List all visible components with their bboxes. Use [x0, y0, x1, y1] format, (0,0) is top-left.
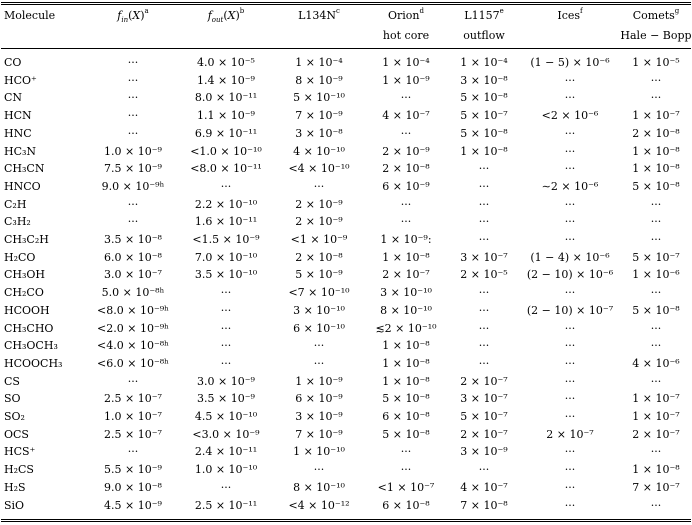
cell-molecule: HCOOH — [4, 303, 50, 317]
cell-l1157: 4 × 10⁻⁷ — [460, 480, 508, 494]
cell-ices: ··· — [564, 445, 576, 459]
cell-l134n: 8 × 10⁻⁹ — [295, 73, 343, 87]
cell-comets: 5 × 10⁻⁸ — [632, 179, 680, 193]
cell-ices: ··· — [564, 392, 576, 406]
cell-l1157: ··· — [478, 233, 490, 247]
cell-orion: 1 × 10⁻⁹: — [380, 233, 432, 247]
cell-orion: 1 × 10⁻⁸ — [382, 250, 430, 264]
cell-fout: 8.0 × 10⁻¹¹ — [194, 91, 258, 105]
cell-l134n: 4 × 10⁻¹⁰ — [293, 144, 345, 158]
table-row — [0, 231, 692, 249]
cell-orion: 6 × 10⁻⁸ — [382, 410, 430, 424]
header-rule — [1, 48, 691, 49]
table-row — [0, 426, 692, 444]
cell-molecule: CS — [4, 374, 20, 388]
cell-fout: 3.0 × 10⁻⁹ — [197, 374, 255, 388]
cell-fout: ··· — [220, 179, 232, 193]
cell-l1157: 5 × 10⁻⁸ — [460, 126, 508, 140]
bottom-rule — [1, 519, 691, 520]
cell-l1157: 3 × 10⁻⁷ — [460, 392, 508, 406]
cell-ices: ··· — [564, 126, 576, 140]
table-row — [0, 302, 692, 320]
cell-ices: ··· — [564, 73, 576, 87]
table-row — [0, 125, 692, 143]
table-row — [0, 355, 692, 373]
cell-fin: 1.0 × 10⁻⁷ — [104, 410, 162, 424]
top-rule-2 — [1, 4, 691, 5]
cell-l134n: 7 × 10⁻⁹ — [295, 427, 343, 441]
cell-molecule: CO — [4, 56, 22, 69]
cell-orion: 6 × 10⁻⁹ — [382, 179, 430, 193]
table-row — [0, 390, 692, 408]
cell-fout: 3.5 × 10⁻¹⁰ — [194, 268, 258, 282]
cell-fout: ··· — [220, 303, 232, 317]
cell-l134n: <4 × 10⁻¹⁰ — [288, 162, 350, 176]
cell-molecule: HNCO — [4, 179, 41, 193]
table-row — [0, 160, 692, 178]
cell-ices: ··· — [564, 463, 576, 477]
cell-fin: ··· — [127, 197, 139, 211]
cell-fin: 5.0 × 10⁻⁸ʰ — [101, 286, 165, 300]
cell-l134n: 8 × 10⁻¹⁰ — [293, 480, 345, 494]
cell-fout: <1.0 × 10⁻¹⁰ — [190, 144, 262, 158]
cell-l1157: ··· — [478, 162, 490, 176]
cell-orion: ≲2 × 10⁻¹⁰ — [375, 321, 437, 335]
cell-comets: 5 × 10⁻⁷ — [632, 250, 680, 264]
cell-l134n: 3 × 10⁻⁸ — [295, 126, 343, 140]
cell-l1157: ··· — [478, 321, 490, 335]
cell-l1157: ··· — [478, 463, 490, 477]
cell-ices: ··· — [564, 374, 576, 388]
cell-orion: 1 × 10⁻⁸ — [382, 374, 430, 388]
cell-l1157: 3 × 10⁻⁸ — [460, 73, 508, 87]
header-sub-comets: Hale − Bopp — [620, 29, 692, 42]
cell-molecule: H₂S — [4, 480, 26, 494]
cell-l134n: 1 × 10⁻⁴ — [295, 56, 343, 69]
table-row — [0, 213, 692, 231]
cell-ices: <2 × 10⁻⁶ — [541, 109, 599, 123]
cell-l1157: 3 × 10⁻⁷ — [460, 250, 508, 264]
cell-ices: ··· — [564, 480, 576, 494]
cell-ices: ··· — [564, 498, 576, 512]
cell-orion: ··· — [400, 215, 412, 229]
cell-fin: <4.0 × 10⁻⁸ʰ — [97, 339, 169, 353]
cell-fin: 9.0 × 10⁻⁹ʰ — [101, 179, 165, 193]
top-rule — [1, 2, 691, 3]
cell-comets: 5 × 10⁻⁸ — [632, 303, 680, 317]
header-sub-l1157: outflow — [463, 29, 505, 42]
cell-molecule: CH₃C₂H — [4, 233, 49, 247]
cell-fin: 4.5 × 10⁻⁹ — [104, 498, 162, 512]
cell-fout: 1.6 × 10⁻¹¹ — [194, 215, 258, 229]
cell-comets: 1 × 10⁻⁸ — [632, 463, 680, 477]
cell-l1157: 2 × 10⁻⁷ — [460, 374, 508, 388]
cell-molecule: OCS — [4, 427, 29, 441]
header-sub-l134n — [274, 26, 364, 46]
table-body — [0, 54, 692, 514]
cell-comets: 1 × 10⁻⁸ — [632, 144, 680, 158]
cell-comets: ··· — [650, 215, 662, 229]
cell-fin: ··· — [127, 56, 139, 69]
cell-orion: 6 × 10⁻⁸ — [382, 498, 430, 512]
cell-comets: ··· — [650, 91, 662, 105]
cell-fin: 2.5 × 10⁻⁷ — [104, 427, 162, 441]
cell-l134n: ··· — [313, 179, 325, 193]
cell-orion: ··· — [400, 445, 412, 459]
cell-comets: ··· — [650, 339, 662, 353]
cell-orion: ··· — [400, 126, 412, 140]
cell-l134n: 7 × 10⁻⁹ — [295, 109, 343, 123]
cell-l134n: 5 × 10⁻⁹ — [295, 268, 343, 282]
cell-fin: 3.5 × 10⁻⁸ — [104, 233, 162, 247]
cell-l1157: 3 × 10⁻⁹ — [460, 445, 508, 459]
cell-fout: ··· — [220, 339, 232, 353]
cell-comets: ··· — [650, 374, 662, 388]
bottom-rule-2 — [1, 521, 691, 522]
cell-fout: <3.0 × 10⁻⁹ — [192, 427, 260, 441]
cell-molecule: HCN — [4, 109, 32, 123]
cell-l1157: ··· — [478, 303, 490, 317]
cell-orion: 1 × 10⁻⁹ — [382, 73, 430, 87]
cell-orion: ··· — [400, 197, 412, 211]
cell-l134n: ··· — [313, 463, 325, 477]
header-fin: $f_{in}(X)^a$ — [117, 7, 149, 25]
header-ices: Ices$^f$ — [557, 7, 583, 22]
cell-fin: <2.0 × 10⁻⁹ʰ — [97, 321, 169, 335]
cell-fin: <8.0 × 10⁻⁹ʰ — [97, 303, 169, 317]
table-row — [0, 479, 692, 497]
cell-fin: ··· — [127, 109, 139, 123]
header-sub-orion: hot core — [382, 29, 430, 42]
cell-orion: 8 × 10⁻¹⁰ — [380, 303, 432, 317]
cell-ices: ∼2 × 10⁻⁶ — [541, 179, 599, 193]
cell-fin: 6.0 × 10⁻⁸ — [104, 250, 162, 264]
cell-fout: <8.0 × 10⁻¹¹ — [190, 162, 262, 176]
cell-comets: ··· — [650, 73, 662, 87]
cell-fin: ··· — [127, 215, 139, 229]
cell-molecule: HC₃N — [4, 144, 37, 158]
header-sub-ices — [520, 26, 620, 46]
cell-comets: 2 × 10⁻⁸ — [632, 126, 680, 140]
cell-molecule: CH₃CHO — [4, 321, 54, 335]
cell-fout: 7.0 × 10⁻¹⁰ — [194, 250, 258, 264]
cell-orion: 3 × 10⁻¹⁰ — [380, 286, 432, 300]
cell-fin: 3.0 × 10⁻⁷ — [104, 268, 162, 282]
table-row — [0, 72, 692, 90]
cell-comets: ··· — [650, 445, 662, 459]
cell-molecule: CH₂CO — [4, 286, 44, 300]
cell-fin: 7.5 × 10⁻⁹ — [104, 162, 162, 176]
cell-l134n: ··· — [313, 356, 325, 370]
cell-molecule: HCO⁺ — [4, 73, 37, 87]
cell-ices: 2 × 10⁻⁷ — [546, 427, 594, 441]
header-sub-molecule — [0, 26, 88, 46]
table-row — [0, 337, 692, 355]
cell-molecule: C₃H₂ — [4, 215, 31, 229]
cell-molecule: SiO — [4, 498, 25, 512]
cell-fout: ··· — [220, 356, 232, 370]
cell-orion: <1 × 10⁻⁷ — [377, 480, 435, 494]
cell-l134n: 1 × 10⁻⁹ — [295, 374, 343, 388]
cell-ices: (2 − 10) × 10⁻⁷ — [526, 303, 614, 317]
cell-orion: 1 × 10⁻⁸ — [382, 339, 430, 353]
cell-l1157: 1 × 10⁻⁸ — [460, 144, 508, 158]
cell-comets: ··· — [650, 233, 662, 247]
cell-fout: 3.5 × 10⁻⁹ — [197, 392, 255, 406]
cell-orion: 5 × 10⁻⁸ — [382, 427, 430, 441]
cell-l1157: ··· — [478, 215, 490, 229]
cell-l134n: 2 × 10⁻⁹ — [295, 197, 343, 211]
cell-fout: 2.2 × 10⁻¹⁰ — [194, 197, 258, 211]
table-row — [0, 373, 692, 391]
cell-molecule: HCS⁺ — [4, 445, 36, 459]
cell-fout: ··· — [220, 286, 232, 300]
cell-fin: ··· — [127, 73, 139, 87]
cell-orion: ··· — [400, 91, 412, 105]
table-row — [0, 284, 692, 302]
cell-molecule: H₂CS — [4, 463, 34, 477]
cell-comets: 1 × 10⁻⁷ — [632, 109, 680, 123]
cell-l134n: 5 × 10⁻¹⁰ — [293, 91, 345, 105]
cell-ices: ··· — [564, 233, 576, 247]
cell-comets: 4 × 10⁻⁶ — [632, 356, 680, 370]
table-row — [0, 143, 692, 161]
cell-comets: 1 × 10⁻⁷ — [632, 410, 680, 424]
cell-fout: 4.0 × 10⁻⁵ — [197, 56, 255, 69]
table-row — [0, 196, 692, 214]
cell-orion: 1 × 10⁻⁸ — [382, 356, 430, 370]
cell-l1157: 5 × 10⁻⁸ — [460, 91, 508, 105]
header-fout: $f_{out}(X)^b$ — [207, 7, 245, 25]
cell-comets: 1 × 10⁻⁶ — [632, 268, 680, 282]
header-comets: Comets$^g$ — [632, 7, 680, 22]
cell-fin: <6.0 × 10⁻⁸ʰ — [97, 356, 169, 370]
table-row — [0, 107, 692, 125]
table-row — [0, 461, 692, 479]
cell-l134n: <1 × 10⁻⁹ — [290, 233, 348, 247]
cell-l134n: 6 × 10⁻⁹ — [295, 392, 343, 406]
header-orion: Orion$^d$ — [388, 7, 424, 22]
cell-ices: ··· — [564, 410, 576, 424]
cell-l134n: <7 × 10⁻¹⁰ — [288, 286, 350, 300]
cell-l134n: 2 × 10⁻⁹ — [295, 215, 343, 229]
cell-orion: ··· — [400, 463, 412, 477]
cell-comets: 7 × 10⁻⁷ — [632, 480, 680, 494]
cell-fout: 6.9 × 10⁻¹¹ — [194, 126, 258, 140]
header-l1157: L1157e — [464, 7, 504, 22]
cell-fout: 1.0 × 10⁻¹⁰ — [194, 463, 258, 477]
table-row — [0, 249, 692, 267]
cell-fout: 1.4 × 10⁻⁹ — [197, 73, 255, 87]
cell-molecule: CH₃CN — [4, 162, 45, 176]
cell-fout: 2.5 × 10⁻¹¹ — [194, 498, 258, 512]
table-row — [0, 497, 692, 515]
table-row — [0, 54, 692, 72]
cell-l134n: 1 × 10⁻¹⁰ — [293, 445, 345, 459]
cell-l1157: 1 × 10⁻⁴ — [460, 56, 508, 69]
cell-comets: 1 × 10⁻⁷ — [632, 392, 680, 406]
cell-l1157: 5 × 10⁻⁷ — [460, 109, 508, 123]
cell-fout: 4.5 × 10⁻¹⁰ — [194, 410, 258, 424]
table-row — [0, 320, 692, 338]
cell-fout: ··· — [220, 321, 232, 335]
cell-fin: 5.5 × 10⁻⁹ — [104, 463, 162, 477]
cell-fin: ··· — [127, 374, 139, 388]
table-header — [0, 6, 692, 46]
cell-l1157: ··· — [478, 356, 490, 370]
cell-molecule: CH₃OH — [4, 268, 46, 282]
cell-comets: ··· — [650, 197, 662, 211]
cell-l1157: 2 × 10⁻⁷ — [460, 427, 508, 441]
header-row-1 — [0, 6, 692, 26]
cell-fin: ··· — [127, 445, 139, 459]
cell-l1157: 5 × 10⁻⁷ — [460, 410, 508, 424]
cell-fout: 2.4 × 10⁻¹¹ — [194, 445, 258, 459]
cell-comets: ··· — [650, 321, 662, 335]
header-molecule: Molecule — [4, 9, 56, 22]
cell-ices: ··· — [564, 356, 576, 370]
cell-molecule: CN — [4, 91, 23, 105]
cell-orion: 2 × 10⁻⁹ — [382, 144, 430, 158]
cell-ices: ··· — [564, 162, 576, 176]
cell-fin: ··· — [127, 91, 139, 105]
table-row — [0, 443, 692, 461]
cell-l134n: ··· — [313, 339, 325, 353]
cell-l1157: ··· — [478, 339, 490, 353]
cell-comets: ··· — [650, 498, 662, 512]
cell-l134n: <4 × 10⁻¹² — [288, 498, 350, 512]
cell-ices: ··· — [564, 144, 576, 158]
cell-l134n: 2 × 10⁻⁸ — [295, 250, 343, 264]
cell-molecule: H₂CO — [4, 250, 36, 264]
header-l134n: $L134N^c$ — [298, 7, 340, 22]
cell-l1157: ··· — [478, 179, 490, 193]
cell-molecule: SO₂ — [4, 410, 25, 424]
cell-molecule: HNC — [4, 126, 32, 140]
cell-orion: 4 × 10⁻⁷ — [382, 109, 430, 123]
cell-comets: 1 × 10⁻⁵ — [632, 56, 680, 69]
cell-l1157: ··· — [478, 286, 490, 300]
cell-orion: 1 × 10⁻⁴ — [382, 56, 430, 69]
table-row — [0, 178, 692, 196]
header-sub-fout — [178, 26, 274, 46]
cell-orion: 5 × 10⁻⁸ — [382, 392, 430, 406]
cell-molecule: CH₃OCH₃ — [4, 339, 58, 353]
cell-l1157: 7 × 10⁻⁸ — [460, 498, 508, 512]
table-row — [0, 408, 692, 426]
table-row — [0, 266, 692, 284]
cell-fout: <1.5 × 10⁻⁹ — [192, 233, 260, 247]
cell-orion: 2 × 10⁻⁷ — [382, 268, 430, 282]
cell-molecule: SO — [4, 392, 21, 406]
cell-fin: 1.0 × 10⁻⁹ — [104, 144, 162, 158]
cell-l134n: 6 × 10⁻¹⁰ — [293, 321, 345, 335]
cell-molecule: HCOOCH₃ — [4, 356, 63, 370]
cell-ices: ··· — [564, 197, 576, 211]
cell-ices: ··· — [564, 215, 576, 229]
cell-fout: 1.1 × 10⁻⁹ — [197, 109, 255, 123]
cell-fin: 2.5 × 10⁻⁷ — [104, 392, 162, 406]
cell-ices: (1 − 4) × 10⁻⁶ — [530, 250, 610, 264]
cell-orion: 2 × 10⁻⁸ — [382, 162, 430, 176]
cell-comets: 1 × 10⁻⁸ — [632, 162, 680, 176]
cell-l1157: 2 × 10⁻⁵ — [460, 268, 508, 282]
cell-ices: (2 − 10) × 10⁻⁶ — [526, 268, 614, 282]
cell-ices: ··· — [564, 321, 576, 335]
cell-comets: ··· — [650, 286, 662, 300]
cell-l1157: ··· — [478, 197, 490, 211]
cell-fin: 9.0 × 10⁻⁸ — [104, 480, 162, 494]
cell-comets: 2 × 10⁻⁷ — [632, 427, 680, 441]
table-row — [0, 89, 692, 107]
header-row-2 — [0, 26, 692, 46]
cell-ices: ··· — [564, 91, 576, 105]
cell-molecule: C₂H — [4, 197, 27, 211]
header-sub-fin — [88, 26, 178, 46]
cell-l134n: 3 × 10⁻⁹ — [295, 410, 343, 424]
cell-ices: (1 − 5) × 10⁻⁶ — [530, 56, 610, 69]
cell-ices: ··· — [564, 286, 576, 300]
cell-fin: ··· — [127, 126, 139, 140]
cell-fout: ··· — [220, 480, 232, 494]
cell-ices: ··· — [564, 339, 576, 353]
cell-l134n: 3 × 10⁻¹⁰ — [293, 303, 345, 317]
